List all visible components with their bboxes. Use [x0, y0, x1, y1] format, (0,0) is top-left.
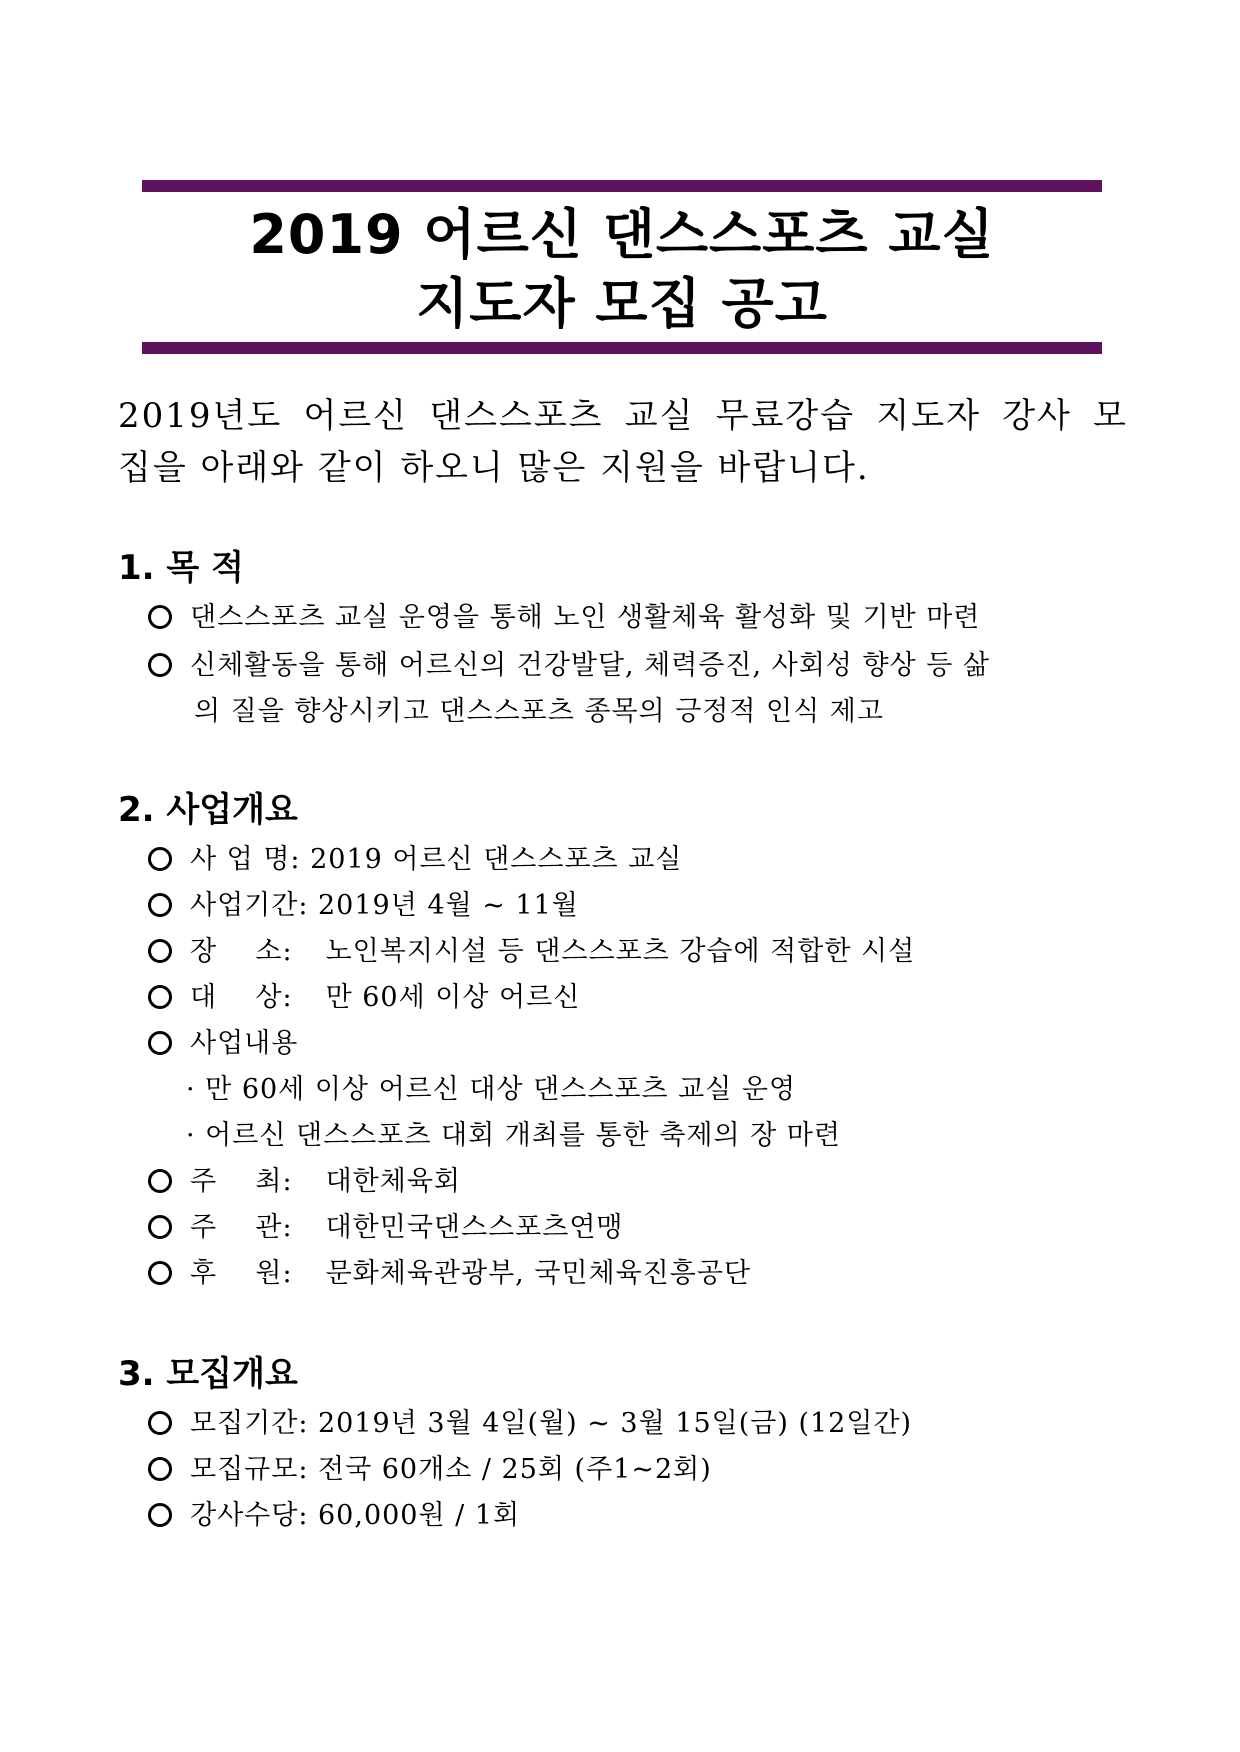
circle-bullet-icon [148, 1503, 172, 1527]
overview-organizer-value: 대한민국댄스스포츠연맹 [325, 1212, 624, 1243]
circle-bullet-icon [148, 1215, 172, 1239]
page-title-line1: 2019 어르신 댄스스포츠 교실 [249, 203, 995, 266]
overview-target-label: 대 상: [190, 982, 293, 1013]
purpose-item-1: 댄스스포츠 교실 운영을 통해 노인 생활체육 활성화 및 기반 마련 [190, 602, 981, 633]
list-item [148, 886, 579, 926]
overview-target-value: 만 60세 이상 어르신 [325, 982, 581, 1013]
circle-bullet-icon [148, 1261, 172, 1285]
list-item [148, 1254, 751, 1294]
title-rule-bottom [142, 342, 1102, 354]
section-heading-recruitment: 3. 모집개요 [118, 1354, 298, 1394]
circle-bullet-icon [148, 1411, 172, 1435]
recruitment-fee: 강사수당: 60,000원 / 1회 [190, 1500, 521, 1531]
overview-place-label: 장 소: [190, 936, 293, 967]
recruitment-period: 모집기간: 2019년 3월 4일(월) ~ 3월 15일(금) (12일간) [190, 1408, 913, 1439]
list-item [148, 1162, 461, 1202]
circle-bullet-icon [148, 605, 172, 629]
overview-host-label: 주 최: [190, 1166, 293, 1197]
circle-bullet-icon [148, 847, 172, 871]
circle-bullet-icon [148, 985, 172, 1009]
circle-bullet-icon [148, 893, 172, 917]
overview-sponsor-value: 문화체육관광부, 국민체육진흥공단 [325, 1258, 751, 1289]
list-item [148, 1024, 298, 1064]
list-item [148, 932, 915, 972]
overview-name: 사 업 명: 2019 어르신 댄스스포츠 교실 [190, 844, 683, 875]
circle-bullet-icon [148, 1457, 172, 1481]
section-heading-overview: 2. 사업개요 [118, 790, 298, 830]
purpose-item-2-continuation: 의 질을 향상시키고 댄스스포츠 종목의 긍정적 인식 제고 [194, 696, 884, 727]
overview-period: 사업기간: 2019년 4월 ~ 11월 [190, 890, 579, 921]
overview-host-value: 대한체육회 [325, 1166, 462, 1197]
overview-organizer-label: 주 관: [190, 1212, 293, 1243]
page-title-line2: 지도자 모집 공고 [416, 272, 828, 335]
overview-sponsor-label: 후 원: [190, 1258, 293, 1289]
list-item [148, 978, 580, 1018]
circle-bullet-icon [148, 1169, 172, 1193]
recruitment-scale: 모집규모: 전국 60개소 / 25회 (주1~2회) [190, 1454, 712, 1485]
overview-content: 사업내용 [190, 1028, 299, 1059]
circle-bullet-icon [148, 1031, 172, 1055]
list-item [148, 646, 990, 686]
list-item [148, 1450, 712, 1490]
list-item [148, 598, 980, 638]
overview-place-value: 노인복지시설 등 댄스스포츠 강습에 적합한 시설 [325, 936, 916, 967]
section-heading-purpose: 1. 목 적 [118, 548, 244, 588]
list-item [148, 1404, 912, 1444]
list-item [148, 1496, 520, 1536]
circle-bullet-icon [148, 939, 172, 963]
purpose-item-2: 신체활동을 통해 어르신의 건강발달, 체력증진, 사회성 향상 등 삶 [190, 650, 990, 681]
overview-content-sub1: · 만 60세 이상 어르신 대상 댄스스포츠 교실 운영 [186, 1074, 797, 1105]
list-item [148, 840, 682, 880]
overview-content-sub2: · 어르신 댄스스포츠 대회 개최를 통한 축제의 장 마련 [186, 1120, 841, 1151]
circle-bullet-icon [148, 653, 172, 677]
intro-line1: 2019년도 어르신 댄스스포츠 교실 무료강습 지도자 강사 모 [118, 396, 1128, 436]
list-item [148, 1208, 624, 1248]
intro-line2: 집을 아래와 같이 하오니 많은 지원을 바랍니다. [118, 448, 870, 488]
title-rule-top [142, 180, 1102, 192]
